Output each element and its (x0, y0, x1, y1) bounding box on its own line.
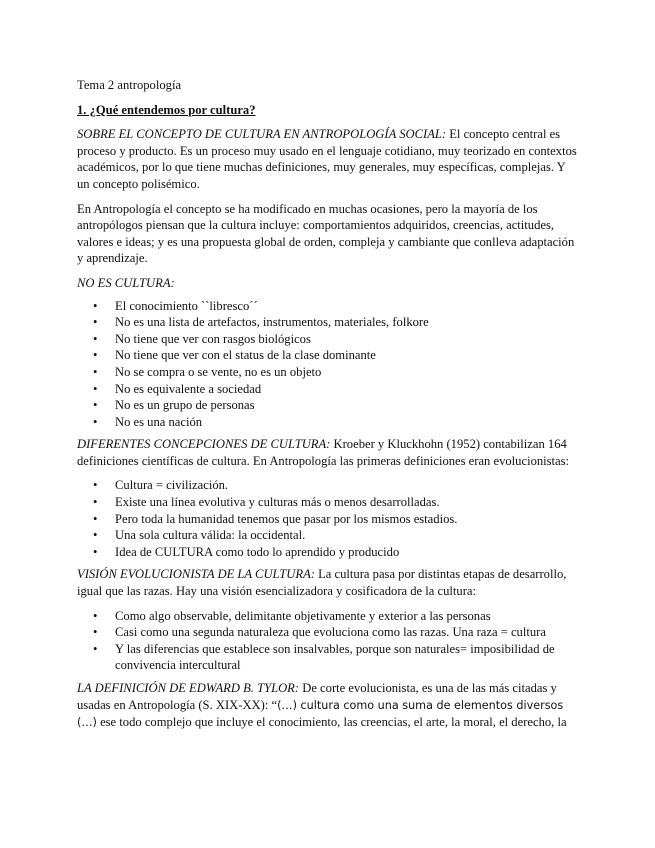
paragraph-lead: SOBRE EL CONCEPTO DE CULTURA EN ANTROPOLOGÍA SOCIAL: (77, 127, 447, 142)
document-body (77, 77, 577, 740)
paragraph-lead: LA DEFINICIÓN DE EDWARD B. TYLOR: (77, 681, 300, 695)
paragraph-concepto (77, 126, 577, 192)
list-item: • Idea de CULTURA como todo lo aprendido y producido (115, 544, 577, 561)
vision-list (77, 608, 577, 674)
list-item: • No es un grupo de personas (115, 397, 577, 414)
paragraph-text: De corte evolucionista, es una de las más citadas y usadas en Antropología (S. XIX-XX): “ (77, 681, 557, 712)
section-heading: 1. ¿Qué entendemos por cultura? (77, 102, 256, 117)
paragraph-text: ese todo complejo que incluye el conocimiento, las creencias, el arte, la moral, el derecho, la (96, 715, 567, 730)
paragraph-text: El concepto central es proceso y producto. Es un proceso muy usado en el lenguaje cotidiano, muy teorizado en contextos académicos, por lo que tiene muchas definiciones, muy generales, muy específicas, complejas. Y un concepto polisémico. (77, 127, 577, 191)
list-item: • Pero toda la humanidad tenemos que pasar por los mismos estadios. (115, 511, 577, 528)
tylor-quote: (…) cultura como una suma de elementos diversos (…) (77, 698, 564, 730)
paragraph-concepciones (77, 436, 577, 469)
no-es-cultura-heading: NO ES CULTURA: (77, 275, 175, 290)
paragraph-antropologia: En Antropología el concepto se ha modificado en muchas ocasiones, pero la mayoría de los antropólogos piensan que la cultura incluye: comportamientos adquiridos, creencias, actitudes, valores e ideas; y es una propuesta global de orden, compleja y cambiante que conlleva adaptación y aprendizaje. (77, 201, 575, 266)
paragraph-tylor (77, 680, 577, 732)
no-es-cultura-list (77, 298, 577, 431)
list-item: • Como algo observable, delimitante objetivamente y exterior a las personas (115, 608, 577, 625)
list-item: • Cultura = civilización. (115, 477, 577, 494)
document-title: Tema 2 antropología (77, 78, 182, 92)
list-item: • El conocimiento ``libresco´´ (115, 298, 577, 315)
paragraph-text: La cultura pasa por distintas etapas de desarrollo, igual que las razas. Hay una visión esencializadora y cosificadora de la cultura: (77, 567, 567, 599)
paragraph-lead: DIFERENTES CONCEPCIONES DE CULTURA: (77, 437, 331, 452)
list-item: • No tiene que ver con el status de la clase dominante (115, 347, 577, 364)
list-item: • No es equivalente a sociedad (115, 381, 577, 398)
list-item: • No es una nación (115, 414, 577, 431)
paragraph-text: Kroeber y Kluckhohn (1952) contabilizan 164 definiciones científicas de cultura. En Antropología las primeras definiciones eran evolucionistas: (77, 437, 570, 468)
list-item: • No es una lista de artefactos, instrumentos, materiales, folkore (115, 314, 577, 331)
paragraph-vision (77, 566, 577, 599)
list-item: • Y las diferencias que establece son insalvables, porque son naturales= imposibilidad de convivencia intercultural (115, 641, 577, 674)
paragraph-lead: VISIÓN EVOLUCIONISTA DE LA CULTURA: (77, 567, 315, 582)
list-item: • Una sola cultura válida: la occidental. (115, 527, 577, 544)
list-item: • No tiene que ver con rasgos biológicos (115, 331, 577, 348)
list-item: • Casi como una segunda naturaleza que evoluciona como las razas. Una raza = cultura (115, 624, 577, 641)
list-item: • No se compra o se vente, no es un objeto (115, 364, 577, 381)
list-item: • Existe una línea evolutiva y culturas más o menos desarrolladas. (115, 494, 577, 511)
concepciones-list (77, 477, 577, 560)
